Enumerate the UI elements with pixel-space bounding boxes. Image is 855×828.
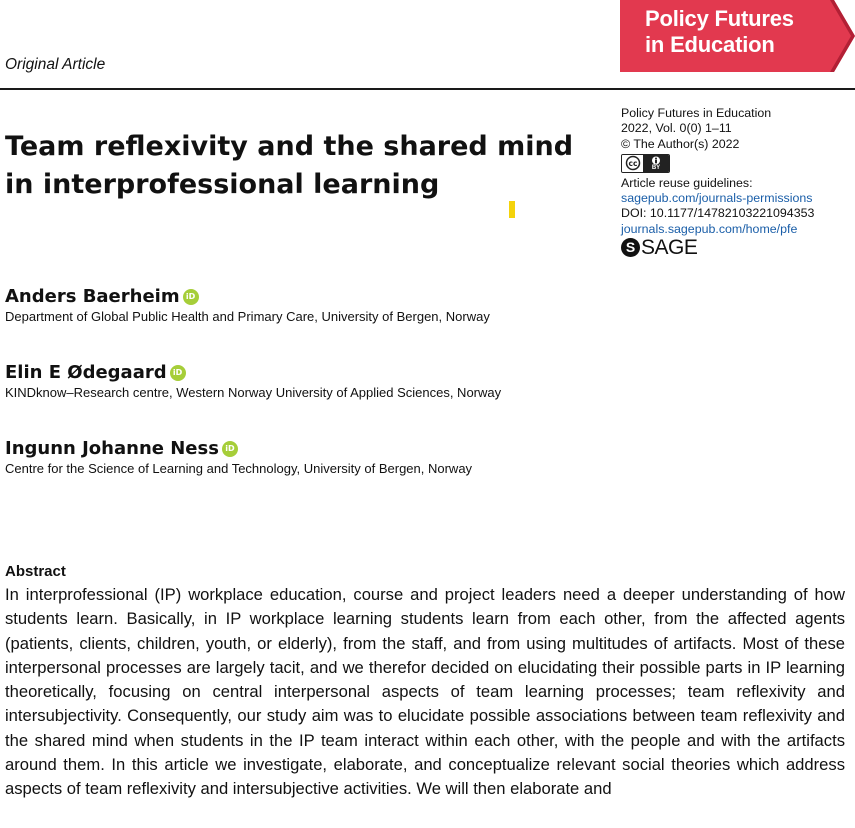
author-block [5,286,490,325]
sage-wordmark: SAGE [641,235,698,259]
author-affiliation: KINDknow–Research centre, Western Norway University of Applied Sciences, Norway [5,385,502,400]
article-title [5,128,605,204]
title-line-2: in interprofessional learning [5,169,440,200]
svg-text:cc: cc [628,159,637,169]
sage-logo[interactable] [621,235,853,259]
author-name [5,438,238,460]
author-block [5,362,501,401]
author-name-text: Anders Baerheim [5,286,180,307]
article-type: Original Article [5,56,106,73]
cc-by-icon[interactable] [621,154,670,173]
reuse-guidelines-link[interactable]: sagepub.com/journals-permissions [621,191,813,206]
meta-volume: 2022, Vol. 0(0) 1–11 [621,121,732,136]
author-name [5,362,186,384]
meta-copyright: © The Author(s) 2022 [621,136,740,151]
text-cursor-highlight [509,201,515,218]
by-attribution-icon [643,155,669,172]
journal-badge-line-2: in Education [645,32,775,57]
journal-homepage-link[interactable]: journals.sagepub.com/home/pfe [621,221,798,236]
author-affiliation: Department of Global Public Health and Primary Care, University of Bergen, Norway [5,309,490,324]
meta-doi[interactable]: DOI: 10.1177/14782103221094353 [621,206,815,221]
orcid-icon[interactable]: iD [222,441,238,457]
meta-reuse-label: Article reuse guidelines: [621,175,753,190]
author-affiliation: Centre for the Science of Learning and Technology, University of Bergen, Norway [5,461,473,476]
meta-journal-name: Policy Futures in Education [621,106,772,120]
header-rule [0,88,855,90]
sage-s-icon: S [621,238,640,257]
orcid-icon[interactable]: iD [183,289,199,305]
author-name-text: Ingunn Johanne Ness [5,438,219,459]
cc-logo-icon [622,155,643,172]
author-block [5,438,472,477]
journal-badge-line-1: Policy Futures [645,6,794,31]
title-line-1: Team reflexivity and the shared mind [5,131,574,162]
journal-badge [620,0,855,72]
abstract-heading: Abstract [5,563,66,580]
author-name-text: Elin E Ødegaard [5,362,167,383]
abstract-text: In interprofessional (IP) workplace education, course and project leaders need a deeper understanding of how students learn. Basically, in IP workplace learning students learn from each other, from the affected agents (patients, clients, children, youth, or elderly), from the staff, and from using multitudes of artifacts. Most of these interpersonal processes are largely tacit, and we therefor decided on elucidating their possible parts in IP learning theoretically, focusing on central interpersonal aspects of team learning processes; team reflexivity and intersubjectivity. Consequently, our study aim was to elucidate possible associations between team reflexivity and the shared mind when students in the IP team interact within each other, with the people and with the artifacts around them. In this article we investigate, elaborate, and conceptualize relevant social theories which address aspects of team reflexivity and intersubjective activities. We will then elaborate and [5,585,845,799]
license-by-text: BY [651,164,661,171]
orcid-icon[interactable]: iD [170,365,186,381]
journal-badge-text [645,6,794,58]
article-metadata [621,106,853,257]
author-name [5,286,199,308]
